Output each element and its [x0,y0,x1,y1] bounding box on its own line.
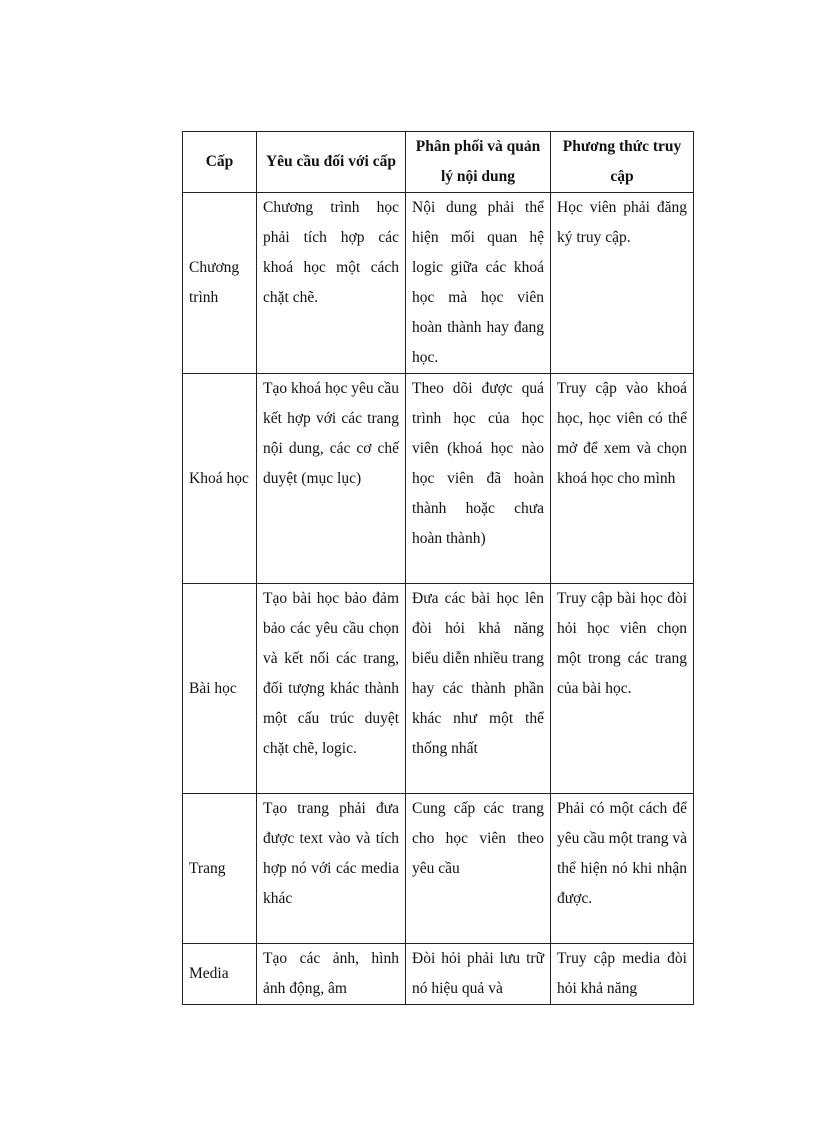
level-cell: Media [183,944,257,1005]
table-row [183,794,694,944]
table-row [183,193,694,374]
access-cell: Truy cập media đòi hỏi khả năng [551,944,694,1005]
table-row [183,374,694,584]
distribution-cell: Theo dõi được quá trình học của học viên (khoá học nào học viên đã hoàn thành hoặc chưa hoàn thành) [406,374,551,584]
level-cell: Bài học [183,584,257,794]
distribution-cell: Đòi hỏi phải lưu trữ nó hiệu quả và [406,944,551,1005]
table-row [183,944,694,1005]
header-level: Cấp [183,132,257,193]
table-row [183,584,694,794]
level-cell: Trang [183,794,257,944]
requirement-cell: Tạo các ảnh, hình ảnh động, âm [257,944,406,1005]
requirement-cell: Chương trình học phải tích hợp các khoá học một cách chặt chẽ. [257,193,406,374]
access-cell: Phải có một cách để yêu cầu một trang và thể hiện nó khi nhận được. [551,794,694,944]
level-cell: Chương trình [183,193,257,374]
requirement-cell: Tạo trang phải đưa được text vào và tích hợp nó với các media khác [257,794,406,944]
access-cell: Truy cập bài học đòi hỏi học viên chọn một trong các trang của bài học. [551,584,694,794]
requirement-cell: Tạo khoá học yêu cầu kết hợp với các trang nội dung, các cơ chế duyệt (mục lục) [257,374,406,584]
header-requirement: Yêu cầu đối với cấp [257,132,406,193]
content-table [182,131,694,1005]
requirement-cell: Tạo bài học bảo đảm bảo các yêu cầu chọn và kết nối các trang, đối tượng khác thành một cấu trúc duyệt chặt chẽ, logic. [257,584,406,794]
level-cell: Khoá học [183,374,257,584]
table-header-row [183,132,694,193]
access-cell: Truy cập vào khoá học, học viên có thể mở để xem và chọn khoá học cho mình [551,374,694,584]
access-cell: Học viên phải đăng ký truy cập. [551,193,694,374]
distribution-cell: Cung cấp các trang cho học viên theo yêu cầu [406,794,551,944]
distribution-cell: Đưa các bài học lên đòi hỏi khả năng biểu diễn nhiều trang hay các thành phần khác như một thể thống nhất [406,584,551,794]
header-access: Phương thức truy cập [551,132,694,193]
distribution-cell: Nội dung phải thể hiện mối quan hệ logic giữa các khoá học mà học viên hoàn thành hay đang học. [406,193,551,374]
header-distribution: Phân phối và quản lý nội dung [406,132,551,193]
